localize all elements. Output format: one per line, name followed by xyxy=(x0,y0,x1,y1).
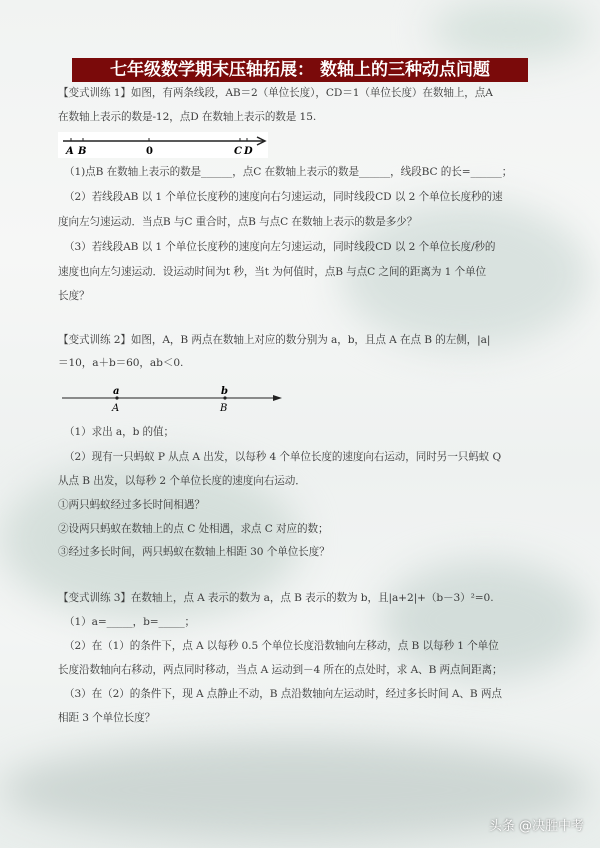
s3-text: （3）在（2）的条件下，现 A 点静止不动，B 点沿数轴向左运动时，经过多长时间 A、B 两点 xyxy=(64,688,502,700)
s2-question: ①两只蚂蚁经过多长时间相遇？ xyxy=(58,499,205,511)
label-B: B xyxy=(78,146,87,157)
s2-text: ＝10，a＋b＝60，ab＜0. xyxy=(58,357,184,369)
label-0: 0 xyxy=(146,146,153,157)
s3-text: （1）a=_____，b=_____； xyxy=(64,616,196,628)
label-b: b xyxy=(221,386,228,397)
s1-question: 长度？ xyxy=(58,290,90,302)
s1-question: （3）若线段AB 以 1 个单位长度秒的速度向左匀速运动，同时线段CD 以 2 个单位长度/秒的 xyxy=(64,241,496,253)
s2-text: 【变式训练 2】如图，A，B 两点在数轴上对应的数分别为 a，b，且点 A 在点 B 的左侧，|a| xyxy=(58,334,491,346)
label-A: A xyxy=(112,403,120,414)
s2-question: （2）现有一只蚂蚁 P 从点 A 出发，以每秒 4 个单位长度的速度向右运动，同时另一只蚂蚁 Q xyxy=(64,451,502,463)
s3-text: 相距 3 个单位长度？ xyxy=(58,712,156,724)
mountain-bg xyxy=(430,0,590,60)
s1-question: 度向左匀速运动．当点B 与C 重合时，点B 与点C 在数轴上表示的数是多少？ xyxy=(58,216,418,228)
s1-question: （1)点B 在数轴上表示的数是______，点C 在数轴上表示的数是______，线段BC 的长=______； xyxy=(64,166,513,178)
label-B: B xyxy=(220,403,228,414)
s1-text: 【变式训练 1】如图，有两条线段，AB＝2（单位长度），CD＝1（单位长度）在数轴上，点A xyxy=(58,87,493,99)
s2-question: ②设两只蚂蚁在数轴上的点 C 处相遇，求点 C 对应的数； xyxy=(58,523,329,535)
s1-text: 在数轴上表示的数是-12，点D 在数轴上表示的数是 15. xyxy=(58,111,317,123)
s1-question: （2）若线段AB 以 1 个单位长度秒的速度向右匀速运动，同时线段CD 以 2 个单位长度秒的速 xyxy=(64,191,503,203)
s1-question: 速度也向左匀速运动．设运动时间为t 秒，当t 为何值时，点B 与点C 之间的距离为 1 个单位 xyxy=(58,266,487,278)
s3-text: 【变式训练 3】在数轴上，点 A 表示的数为 a，点 B 表示的数为 b，且|a+2|+（b－3）²=0. xyxy=(58,592,494,604)
s3-text: （2）在（1）的条件下，点 A 以每秒 0.5 个单位长度沿数轴向左移动，点 B 以每秒 1 个单位 xyxy=(64,640,499,652)
number-line-figure-2 xyxy=(58,383,288,415)
number-line-figure-1 xyxy=(58,132,268,158)
s2-question: 从点 B 出发，以每秒 2 个单位长度的速度向右运动． xyxy=(58,475,306,487)
label-C: C xyxy=(234,146,242,157)
label-A: A xyxy=(66,146,74,157)
s2-question: （1）求出 a，b 的值； xyxy=(64,426,175,438)
label-D: D xyxy=(244,146,253,157)
s3-text: 长度沿数轴向右移动，两点同时移动，当点 A 运动到－4 所在的点处时，求 A、B 两点间距离； xyxy=(58,664,503,676)
watermark: 头条 @决胜中考 xyxy=(488,819,584,834)
page-title: 七年级数学期末压轴拓展： 数轴上的三种动点问题 xyxy=(72,58,528,82)
s2-question: ③经过多长时间，两只蚂蚁在数轴上相距 30 个单位长度？ xyxy=(58,546,330,558)
label-a: a xyxy=(113,386,120,397)
